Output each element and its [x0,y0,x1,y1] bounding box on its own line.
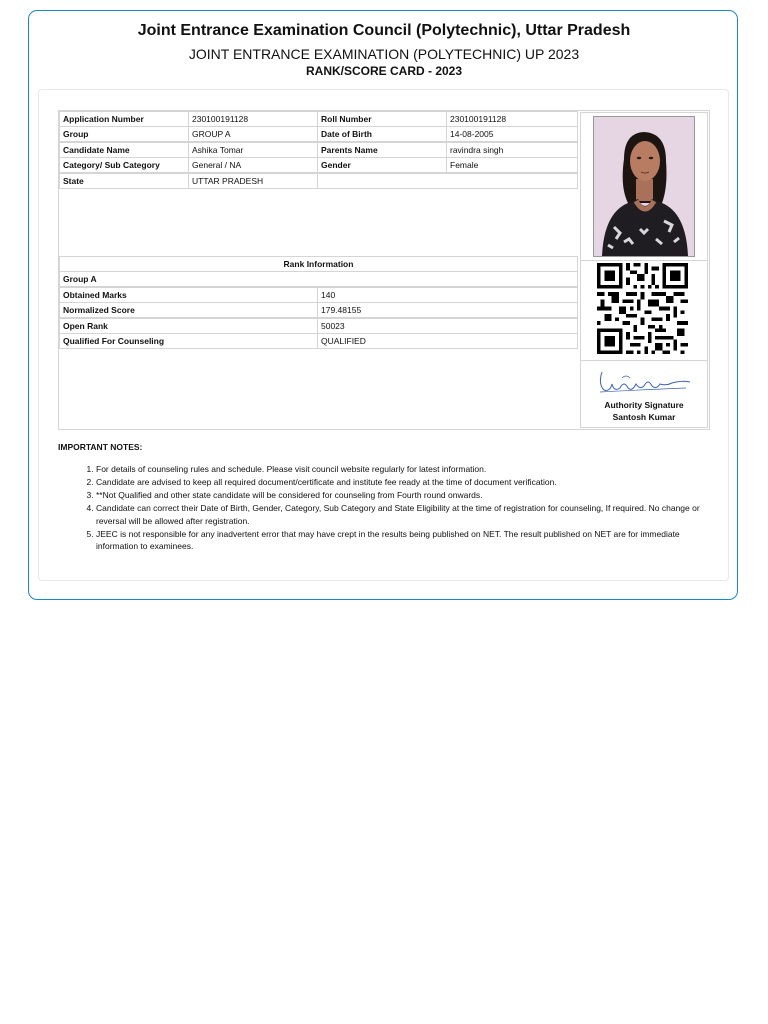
open-rank-value: 50023 [317,318,578,334]
state-value: UTTAR PRADESH [188,173,318,189]
category-value: General / NA [188,157,318,173]
gender-value: Female [446,157,578,173]
note-item: 2. Candidate are advised to keep all required document/certificate and institute fee ready at the time of document verification. [96,476,710,489]
open-rank-label: Open Rank [59,318,318,334]
dob-label: Date of Birth [317,126,447,142]
important-notes-title: IMPORTANT NOTES: [58,442,143,452]
candidate-name-label: Candidate Name [59,142,189,158]
empty-cell [317,173,578,189]
state-label: State [59,173,189,189]
note-item: 5. JEEC is not responsible for any inadvertent error that may have crept in the results being published on NET. The result published on NET are for immediate information to examinees. [96,528,710,553]
council-title: Joint Entrance Examination Council (Polytechnic), Uttar Pradesh [137,22,631,39]
dob-value: 14-08-2005 [446,126,578,142]
parents-name-value: ravindra singh [446,142,578,158]
obtained-marks-value: 140 [317,287,578,303]
candidate-name-value: Ashika Tomar [188,142,318,158]
parents-name-label: Parents Name [317,142,447,158]
candidate-photo [593,116,695,257]
note-item: 1. For details of counseling rules and schedule. Please visit council website regularly for latest information. [96,463,710,476]
application-number-label: Application Number [59,111,189,127]
roll-number-value: 230100191128 [446,111,578,127]
qualified-label: Qualified For Counseling [59,333,318,349]
authority-signature [596,366,696,396]
authority-signature-label: Authority Signature [604,400,684,410]
rank-info-title: Rank Information [59,256,578,272]
authority-name: Santosh Kumar [612,412,676,422]
normalized-score-label: Normalized Score [59,302,318,318]
important-notes-list [80,463,710,553]
card-title: RANK/SCORE CARD - 2023 [305,64,463,78]
obtained-marks-label: Obtained Marks [59,287,318,303]
qualified-value: QUALIFIED [317,333,578,349]
photo-image [594,117,694,256]
note-item: 4. Candidate can correct their Date of Birth, Gender, Category, Sub Category and State Eligibility at the time of registration for counseling, If required. No change or reversal will be allowed after registration. [96,502,710,527]
rank-group: Group A [59,271,578,287]
group-value: GROUP A [188,126,318,142]
normalized-score-value: 179.48155 [317,302,578,318]
group-label: Group [59,126,189,142]
qr-code-icon [597,263,688,354]
category-label: Category/ Sub Category [59,157,189,173]
exam-title: JOINT ENTRANCE EXAMINATION (POLYTECHNIC) UP 2023 [188,46,580,62]
note-item: 3. **Not Qualified and other state candidate will be considered for counseling from Fourth round onwards. [96,489,710,502]
application-number-value: 230100191128 [188,111,318,127]
gender-label: Gender [317,157,447,173]
roll-number-label: Roll Number [317,111,447,127]
